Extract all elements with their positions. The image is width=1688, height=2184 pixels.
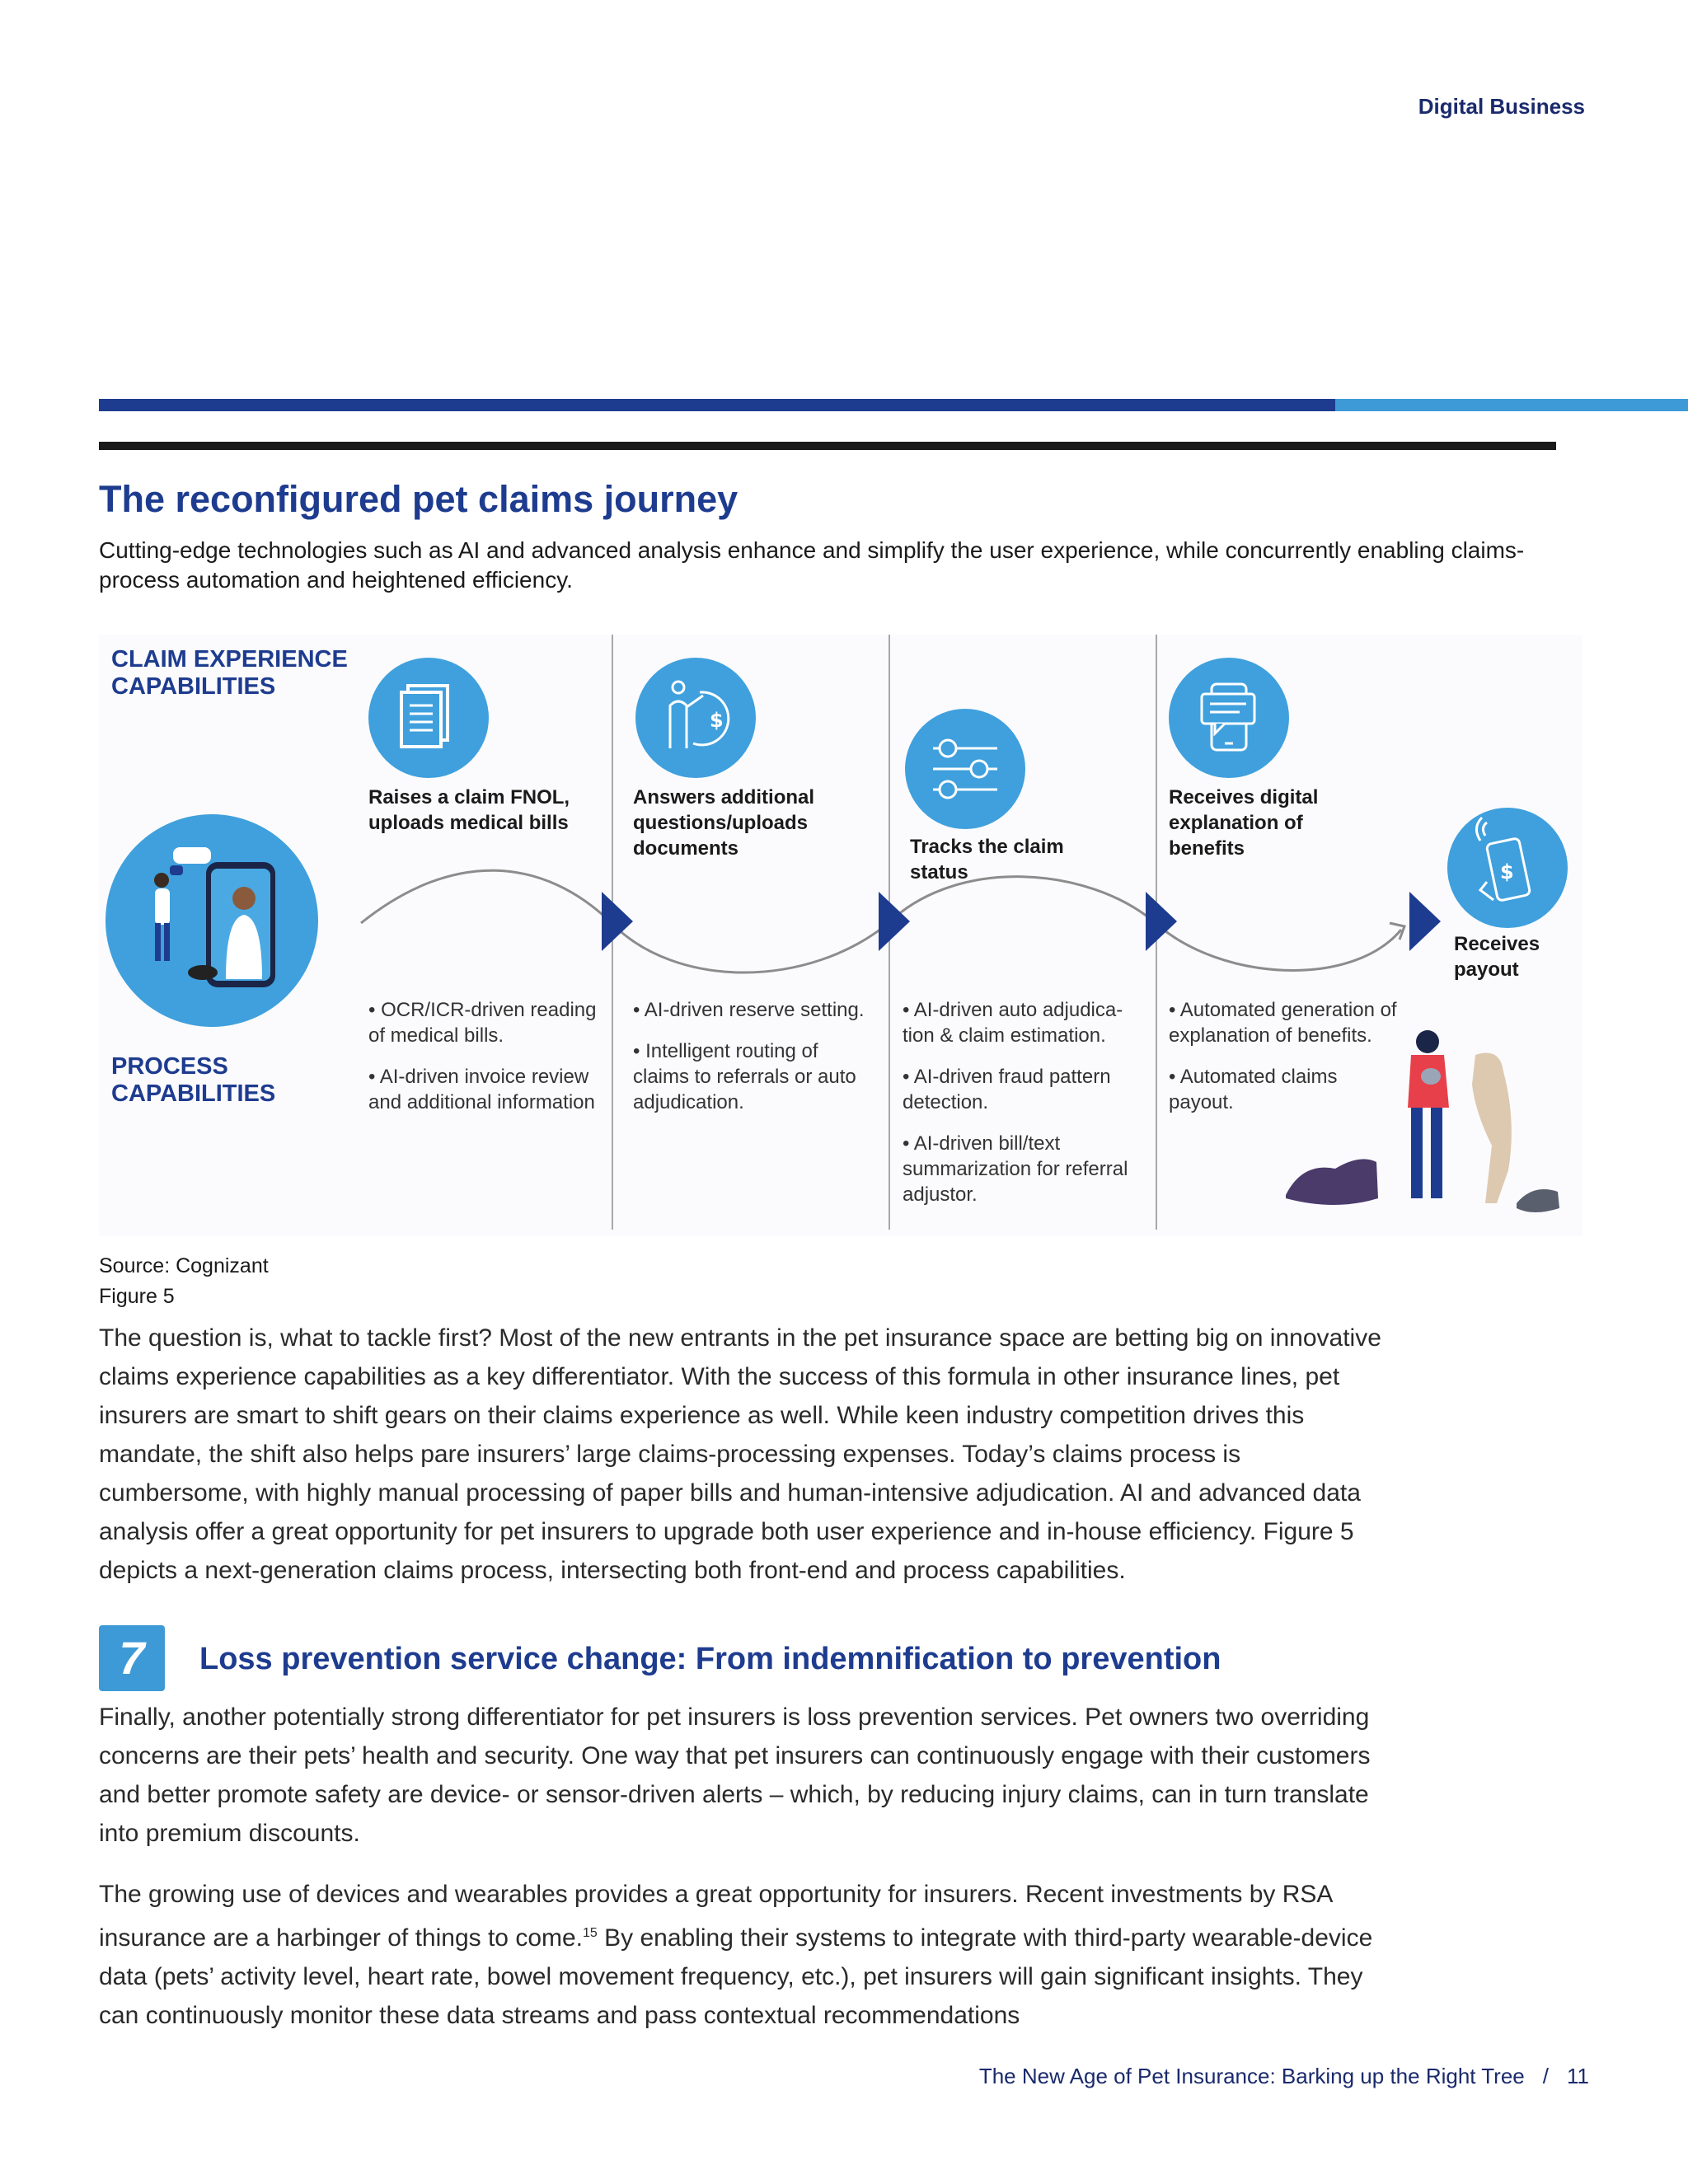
process-bullets-column (903, 997, 1142, 1223)
process-bullet: • AI-driven auto adjudica-tion & claim estimation. (903, 999, 1123, 1047)
body-paragraph (99, 1875, 1385, 2035)
process-bullets-column (633, 997, 868, 1131)
header-rule-dark (99, 399, 1335, 411)
section-title: Loss prevention service change: From indemnification to prevention (199, 1642, 1221, 1676)
process-bullet: • AI-driven reserve setting. (633, 999, 865, 1021)
figure-subtitle: Cutting-edge technologies such as AI and advanced analysis enhance and simplify the user experience, while concurrently enabling claims-process automation and heightened efficiency. (99, 537, 1525, 593)
step-label-track-status: Tracks the claim status (910, 836, 1064, 883)
svg-text:$: $ (1500, 860, 1514, 883)
section-number-badge (99, 1625, 165, 1691)
stage-arrow (879, 892, 910, 951)
process-bullet: • Automated claims payout. (1169, 1066, 1338, 1113)
body-paragraph: The question is, what to tackle first? Most of the new entrants in the pet insurance space are betting big on innovative claims experience capabilities as a key differentiator. With the success of this formula in other insurance lines, pet insurers are smart to shift gears on their claims experience as well. While keen industry competition drives this mandate, the shift also helps pare insurers’ large claims-processing expenses. Today’s claims process is cumbersome, with highly manual processing of paper bills and human-intensive adjudication. AI and advanced data analysis offer a great opportunity for pet insurers to upgrade both user experience and in-house efficiency. Figure 5 depicts a next-generation claims process, intersecting both front-end and process capabilities. (99, 1324, 1381, 1584)
figure-source (99, 1251, 269, 1312)
section-number: 7 (119, 1632, 145, 1684)
figure-caption: Figure 5 (99, 1285, 175, 1308)
header-section-label: Digital Business (1418, 94, 1585, 119)
paragraph-text: By enabling their systems to integrate with third-party wearable-device data (pets’ activity level, heart rate, bowel movement frequency, etc.), pet insurers will gain significant insights. They can continuously monitor these data streams and pass contextual recommendations (99, 1924, 1373, 2029)
process-bullet: • AI-driven fraud pattern detection. (903, 1066, 1111, 1113)
footer-separator: / (1542, 2064, 1549, 2088)
pets-owner-illustration (1269, 1022, 1574, 1228)
header-rule-light (1335, 399, 1688, 411)
process-bullets-column (368, 997, 603, 1131)
footnote-reference[interactable]: 15 (583, 1926, 598, 1940)
process-bullet: • AI-driven bill/text summarization for referral adjustor. (903, 1132, 1128, 1206)
process-bullet: • OCR/ICR-driven reading of medical bills. (368, 999, 597, 1047)
step-label-answer-questions: Answers additional questions/uploads documents (633, 786, 815, 860)
page-number: 11 (1567, 2064, 1589, 2088)
body-paragraph: Finally, another potentially strong differentiator for pet insurers is loss prevention services. Pet owners two overriding concerns are their pets’ health and security. One way that pet insurers can continuously engage with their customers and better promote safety are device- or sensor-driven alerts – which, by reducing injury claims, can in turn translate into premium discounts. (99, 1704, 1371, 1847)
paragraph-text: The growing use of devices and wearables provides a great opportunity for insurers. Recent investments by RSA insurance are a harbinger of things to come. (99, 1881, 1332, 1952)
step-label-receives-payout: Receives payout (1454, 933, 1540, 981)
stage-arrow (602, 892, 633, 951)
process-bullet: • Intelligent routing of claims to referrals or auto adjudication. (633, 1040, 856, 1113)
page-footer (979, 2064, 1589, 2089)
process-capabilities-label: PROCESS CAPABILITIES (111, 1053, 276, 1107)
svg-text:$: $ (710, 709, 724, 732)
process-bullet: • Automated generation of explanation of benefits. (1169, 999, 1397, 1047)
stage-arrow (1146, 892, 1177, 951)
step-label-raise-claim: Raises a claim FNOL, uploads medical bills (368, 786, 570, 834)
process-bullet: • AI-driven invoice review and additional information (368, 1066, 595, 1113)
figure-top-rule (99, 442, 1556, 450)
footer-title: The New Age of Pet Insurance: Barking up the Right Tree (978, 2064, 1525, 2088)
step-label-explanation-benefits: Receives digital explanation of benefits (1169, 786, 1319, 860)
source-line: Source: Cognizant (99, 1254, 269, 1277)
stage-arrow (1409, 892, 1441, 951)
figure-title: The reconfigured pet claims journey (99, 478, 738, 520)
claim-experience-label: CLAIM EXPERIENCE CAPABILITIES (111, 646, 348, 700)
claims-journey-diagram (99, 635, 1582, 1236)
